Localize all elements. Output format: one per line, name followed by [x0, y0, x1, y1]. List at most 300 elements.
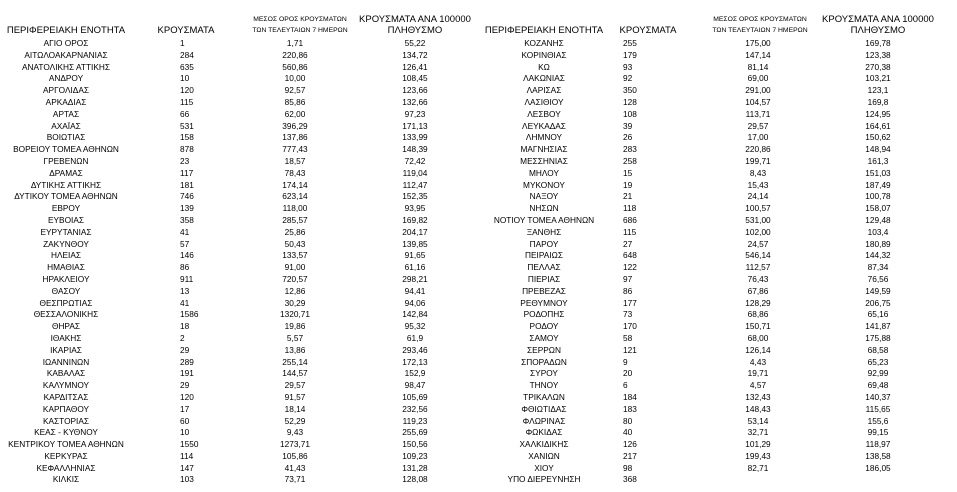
- region-name: ΠΑΡΟΥ: [529, 238, 559, 249]
- region-name: ΤΗΝΟΥ: [529, 380, 559, 391]
- cases-value: 73: [623, 309, 633, 320]
- cases-value: 184: [623, 391, 637, 402]
- region-name: ΥΠΟ ΔΙΕΡΕΥΝΗΣΗ: [507, 474, 581, 485]
- header-region-left: [0, 0, 132, 38]
- region-name: ΚΕΦΑΛΛΗΝΙΑΣ: [36, 462, 96, 473]
- avg-value: 118,00: [282, 203, 308, 214]
- cases-value: 6: [623, 380, 628, 391]
- header-per100k-line1: ΚΡΟΥΣΜΑΤΑ ΑΝΑ 100000: [822, 14, 934, 25]
- per100k-value: 150,62: [865, 132, 891, 143]
- per100k-value: 123,1: [867, 85, 889, 96]
- per100k-value: 139,85: [402, 238, 428, 249]
- cases-value: 15: [623, 167, 633, 178]
- table-row: [0, 121, 957, 133]
- table-row: [0, 380, 957, 392]
- avg-value: 8,43: [749, 167, 767, 178]
- avg-value: 15,43: [747, 179, 769, 190]
- avg-value: 17,00: [747, 132, 769, 143]
- avg-value: 1273,71: [280, 439, 310, 450]
- region-name: ΣΕΡΡΩΝ: [527, 344, 561, 355]
- header-per100k-line2: ΠΛΗΘΥΣΜΟ: [850, 25, 906, 36]
- per100k-value: 186,05: [865, 462, 891, 473]
- table-row: [0, 85, 957, 97]
- per100k-value: 131,28: [402, 462, 428, 473]
- table-body: [0, 38, 957, 486]
- avg-value: 113,71: [745, 108, 771, 119]
- avg-value: 101,29: [745, 439, 771, 450]
- avg-value: 73,71: [284, 474, 306, 485]
- region-name: ΚΕΡΚΥΡΑΣ: [44, 450, 88, 461]
- per100k-value: 103,21: [865, 73, 891, 84]
- table-row: [0, 156, 957, 168]
- region-name: ΧΙΟΥ: [534, 462, 554, 473]
- cases-value: 115: [180, 96, 194, 107]
- per100k-value: 109,23: [402, 450, 428, 461]
- cases-value: 19: [623, 179, 633, 190]
- region-name: ΚΩ: [538, 61, 550, 72]
- per100k-value: 97,23: [404, 108, 426, 119]
- per100k-value: 140,37: [865, 391, 891, 402]
- avg-value: 102,00: [745, 226, 771, 237]
- region-name: ΑΡΤΑΣ: [52, 108, 80, 119]
- header-cases-label: ΚΡΟΥΣΜΑΤΑ: [619, 25, 677, 36]
- region-name: ΑΝΑΤΟΛΙΚΗΣ ΑΤΤΙΚΗΣ: [21, 61, 111, 72]
- cases-value: 191: [180, 368, 194, 379]
- cases-value: 746: [180, 191, 194, 202]
- region-name: ΘΕΣΠΡΩΤΙΑΣ: [39, 297, 93, 308]
- cases-value: 1586: [180, 309, 199, 320]
- cases-value: 21: [623, 191, 633, 202]
- per100k-value: 126,41: [402, 61, 428, 72]
- table-row: [0, 191, 957, 203]
- region-name: ΛΗΜΝΟΥ: [525, 132, 563, 143]
- cases-value: 40: [623, 427, 633, 438]
- cases-value: 27: [623, 238, 633, 249]
- per100k-value: 270,38: [865, 61, 891, 72]
- region-name: ΚΑΡΠΑΘΟΥ: [42, 403, 90, 414]
- avg-value: 92,57: [284, 85, 306, 96]
- per100k-value: 149,59: [865, 285, 891, 296]
- header-avg-line2: ΤΩΝ ΤΕΛΕΥΤΑΙΩΝ 7 ΗΜΕΡΩΝ: [712, 27, 808, 34]
- table-row: [0, 368, 957, 380]
- region-name: ΒΟΡΕΙΟΥ ΤΟΜΕΑ ΑΘΗΝΩΝ: [13, 144, 119, 155]
- cases-value: 531: [180, 120, 194, 131]
- cases-value: 58: [623, 332, 633, 343]
- region-name: ΚΑΣΤΟΡΙΑΣ: [42, 415, 90, 426]
- table-row: [0, 38, 957, 50]
- avg-value: 174,14: [282, 179, 308, 190]
- region-name: ΦΘΙΩΤΙΔΑΣ: [521, 403, 567, 414]
- avg-value: 18,14: [284, 403, 306, 414]
- per100k-value: 108,45: [402, 73, 428, 84]
- header-avg-line1: ΜΕΣΟΣ ΟΡΟΣ ΚΡΟΥΣΜΑΤΩΝ: [713, 16, 807, 23]
- region-name: ΕΥΡΥΤΑΝΙΑΣ: [40, 226, 92, 237]
- per100k-value: 105,69: [402, 391, 428, 402]
- table-row: [0, 463, 957, 475]
- cases-value: 1: [180, 38, 185, 48]
- cases-value: 120: [180, 391, 194, 402]
- avg-value: 150,71: [745, 321, 771, 332]
- region-name: ΠΡΕΒΕΖΑΣ: [522, 285, 566, 296]
- cases-value: 39: [623, 120, 633, 131]
- table-row: [0, 404, 957, 416]
- avg-value: 68,86: [747, 309, 769, 320]
- avg-value: 220,86: [745, 144, 771, 155]
- cases-value: 103: [180, 474, 194, 485]
- table-row: [0, 298, 957, 310]
- region-name: ΛΕΥΚΑΔΑΣ: [522, 120, 566, 131]
- region-name: ΗΛΕΙΑΣ: [50, 250, 82, 261]
- per100k-value: 115,65: [865, 403, 891, 414]
- avg-value: 255,14: [282, 356, 308, 367]
- cases-value: 147: [180, 462, 194, 473]
- cases-value: 368: [623, 474, 637, 485]
- cases-value: 13: [180, 285, 190, 296]
- region-name: ΚΙΛΚΙΣ: [52, 474, 80, 485]
- per100k-value: 172,13: [402, 356, 428, 367]
- cases-value: 911: [180, 273, 194, 284]
- table-row: [0, 73, 957, 85]
- cases-value: 17: [180, 403, 190, 414]
- avg-value: 199,43: [745, 450, 771, 461]
- region-name: ΚΑΛΥΜΝΟΥ: [42, 380, 90, 391]
- cases-value: 97: [623, 273, 633, 284]
- region-name: ΛΑΡΙΣΑΣ: [526, 85, 562, 96]
- avg-value: 175,00: [745, 38, 771, 48]
- avg-value: 396,29: [282, 120, 308, 131]
- region-name: ΦΛΩΡΙΝΑΣ: [522, 415, 566, 426]
- header-region-right: [478, 0, 610, 38]
- region-name: ΑΝΔΡΟΥ: [48, 73, 84, 84]
- per100k-value: 91,65: [404, 250, 426, 261]
- table-row: [0, 274, 957, 286]
- cases-value: 1550: [180, 439, 199, 450]
- region-name: ΗΜΑΘΙΑΣ: [47, 262, 85, 273]
- region-name: ΠΕΙΡΑΙΩΣ: [525, 250, 563, 261]
- avg-value: 9,43: [286, 427, 304, 438]
- avg-value: 137,86: [282, 132, 308, 143]
- header-per100k-line1: ΚΡΟΥΣΜΑΤΑ ΑΝΑ 100000: [359, 14, 471, 25]
- avg-value: 147,14: [745, 49, 771, 60]
- avg-value: 133,57: [282, 250, 308, 261]
- table-row: [0, 239, 957, 251]
- per100k-value: 95,32: [404, 321, 426, 332]
- header-region-label: ΠΕΡΙΦΕΡΕΙΑΚΗ ΕΝΟΤΗΤΑ: [6, 25, 126, 36]
- region-name: ΑΡΚΑΔΙΑΣ: [45, 96, 87, 107]
- avg-value: 720,57: [282, 273, 308, 284]
- avg-value: 91,00: [284, 262, 306, 273]
- region-name: ΜΑΓΝΗΣΙΑΣ: [520, 144, 568, 155]
- per100k-value: 76,56: [867, 273, 889, 284]
- avg-value: 291,00: [745, 85, 771, 96]
- avg-value: 4,43: [749, 356, 767, 367]
- avg-value: 29,57: [747, 120, 769, 131]
- region-name: ΚΕΝΤΡΙΚΟΥ ΤΟΜΕΑ ΑΘΗΝΩΝ: [8, 439, 124, 450]
- header-avg-line1: ΜΕΣΟΣ ΟΡΟΣ ΚΡΟΥΣΜΑΤΩΝ: [253, 16, 347, 23]
- avg-value: 53,14: [747, 415, 769, 426]
- avg-value: 76,43: [747, 273, 769, 284]
- avg-value: 78,43: [284, 167, 306, 178]
- per100k-value: 180,89: [865, 238, 891, 249]
- table-row: [0, 50, 957, 62]
- region-name: ΦΩΚΙΔΑΣ: [525, 427, 563, 438]
- cases-value: 635: [180, 61, 194, 72]
- cases-value: 2: [180, 332, 185, 343]
- table-row: [0, 286, 957, 298]
- avg-value: 25,86: [284, 226, 306, 237]
- per100k-value: 61,16: [404, 262, 426, 273]
- per100k-value: 119,23: [402, 415, 428, 426]
- header-per100k-left: [355, 0, 475, 38]
- cases-value: 128: [623, 96, 637, 107]
- table-row: [0, 203, 957, 215]
- avg-value: 69,00: [747, 73, 769, 84]
- cases-value: 350: [623, 85, 637, 96]
- avg-value: 82,71: [747, 462, 769, 473]
- avg-value: 29,57: [284, 380, 306, 391]
- table-row: [0, 262, 957, 274]
- header-avg-left: [240, 0, 360, 38]
- header-cases-left: [150, 0, 222, 38]
- cases-value: 66: [180, 108, 190, 119]
- header-cases-right: [612, 0, 684, 38]
- table-row: [0, 439, 957, 451]
- avg-value: 285,57: [282, 214, 308, 225]
- avg-value: 24,14: [747, 191, 769, 202]
- per100k-value: 298,21: [402, 273, 428, 284]
- region-name: ΑΙΤΩΛΟΑΚΑΡΝΑΝΙΑΣ: [24, 49, 108, 60]
- region-name: ΠΕΛΛΑΣ: [527, 262, 561, 273]
- table-row: [0, 62, 957, 74]
- cases-value: 358: [180, 214, 194, 225]
- table-row: [0, 345, 957, 357]
- avg-value: 1,71: [286, 38, 304, 48]
- cases-value: 126: [623, 439, 637, 450]
- region-name: ΛΑΣΙΘΙΟΥ: [524, 96, 564, 107]
- per100k-value: 148,39: [402, 144, 428, 155]
- region-name: ΝΑΞΟΥ: [529, 191, 559, 202]
- region-name: ΕΒΡΟΥ: [51, 203, 81, 214]
- cases-value: 283: [623, 144, 637, 155]
- cases-value: 686: [623, 214, 637, 225]
- per100k-value: 204,17: [402, 226, 428, 237]
- per100k-value: 152,9: [404, 368, 426, 379]
- avg-value: 546,14: [745, 250, 771, 261]
- cases-value: 258: [623, 155, 637, 166]
- per100k-value: 134,72: [402, 49, 428, 60]
- region-name: ΧΑΛΚΙΔΙΚΗΣ: [519, 439, 569, 450]
- cases-value: 118: [623, 203, 637, 214]
- per100k-value: 123,66: [402, 85, 428, 96]
- cases-value: 41: [180, 226, 190, 237]
- cases-value: 41: [180, 297, 190, 308]
- cases-value: 93: [623, 61, 633, 72]
- table-row: [0, 427, 957, 439]
- avg-value: 19,71: [747, 368, 769, 379]
- cases-value: 18: [180, 321, 190, 332]
- cases-value: 217: [623, 450, 637, 461]
- avg-value: 531,00: [745, 214, 771, 225]
- avg-value: 91,57: [284, 391, 306, 402]
- region-name: ΜΥΚΟΝΟΥ: [523, 179, 565, 190]
- region-name: ΗΡΑΚΛΕΙΟΥ: [42, 273, 90, 284]
- cases-value: 26: [623, 132, 633, 143]
- per100k-value: 161,3: [867, 155, 889, 166]
- per100k-value: 98,47: [404, 380, 426, 391]
- table-header: [0, 0, 957, 38]
- per100k-value: 144,32: [865, 250, 891, 261]
- region-name: ΚΟΖΑΝΗΣ: [524, 38, 564, 48]
- avg-value: 112,57: [745, 262, 771, 273]
- cases-value: 122: [623, 262, 637, 273]
- table-row: [0, 180, 957, 192]
- cases-value: 114: [180, 450, 194, 461]
- cases-value: 179: [623, 49, 637, 60]
- per100k-value: 293,46: [402, 344, 428, 355]
- cases-value: 57: [180, 238, 190, 249]
- region-name: ΚΕΑΣ - ΚΥΘΝΟΥ: [34, 427, 98, 438]
- table-row: [0, 250, 957, 262]
- region-name: ΓΡΕΒΕΝΩΝ: [43, 155, 89, 166]
- table-row: [0, 451, 957, 463]
- per100k-value: 255,69: [402, 427, 428, 438]
- cases-value: 23: [180, 155, 190, 166]
- avg-value: 85,86: [284, 96, 306, 107]
- table-row: [0, 227, 957, 239]
- header-per100k-line2: ΠΛΗΘΥΣΜΟ: [387, 25, 443, 36]
- cases-value: 177: [623, 297, 637, 308]
- cases-value: 255: [623, 38, 637, 48]
- per100k-value: 93,95: [404, 203, 426, 214]
- per100k-value: 65,23: [867, 356, 889, 367]
- avg-value: 4,57: [749, 380, 767, 391]
- region-name: ΡΕΘΥΜΝΟΥ: [520, 297, 568, 308]
- region-name: ΝΟΤΙΟΥ ΤΟΜΕΑ ΑΘΗΝΩΝ: [493, 214, 595, 225]
- avg-value: 104,57: [745, 96, 771, 107]
- region-name: ΛΑΚΩΝΙΑΣ: [523, 73, 565, 84]
- per100k-value: 119,04: [402, 167, 428, 178]
- cases-value: 120: [180, 85, 194, 96]
- region-name: ΧΑΝΙΩΝ: [528, 450, 560, 461]
- region-name: ΛΕΣΒΟΥ: [527, 108, 561, 119]
- region-name: ΙΩΑΝΝΙΝΩΝ: [42, 356, 90, 367]
- per100k-value: 61,9: [406, 332, 424, 343]
- region-name: ΣΥΡΟΥ: [530, 368, 558, 379]
- cases-value: 284: [180, 49, 194, 60]
- per100k-value: 65,16: [867, 309, 889, 320]
- per100k-value: 206,75: [865, 297, 891, 308]
- avg-value: 132,43: [745, 391, 771, 402]
- per100k-value: 112,47: [402, 179, 428, 190]
- region-name: ΙΚΑΡΙΑΣ: [50, 344, 82, 355]
- per100k-value: 138,58: [865, 450, 891, 461]
- region-name: ΡΟΔΟΥ: [529, 321, 559, 332]
- per100k-value: 124,95: [865, 108, 891, 119]
- cases-value: 183: [623, 403, 637, 414]
- cases-value: 139: [180, 203, 194, 214]
- region-name: ΚΑΒΑΛΑΣ: [46, 368, 86, 379]
- table-row: [0, 392, 957, 404]
- per100k-value: 142,84: [402, 309, 428, 320]
- avg-value: 199,71: [745, 155, 771, 166]
- per100k-value: 69,48: [867, 380, 889, 391]
- per100k-value: 232,56: [402, 403, 428, 414]
- region-name: ΤΡΙΚΑΛΩΝ: [523, 391, 565, 402]
- region-name: ΞΑΝΘΗΣ: [526, 226, 562, 237]
- per100k-value: 175,88: [865, 332, 891, 343]
- per100k-value: 155,6: [867, 415, 889, 426]
- avg-value: 220,86: [282, 49, 308, 60]
- avg-value: 30,29: [284, 297, 306, 308]
- per100k-value: 151,03: [865, 167, 891, 178]
- cases-value: 29: [180, 380, 190, 391]
- region-name: ΘΗΡΑΣ: [51, 321, 81, 332]
- per100k-value: 171,13: [402, 120, 428, 131]
- region-name: ΑΓΙΟ ΟΡΟΣ: [43, 38, 89, 48]
- avg-value: 148,43: [745, 403, 771, 414]
- avg-value: 128,29: [745, 297, 771, 308]
- avg-value: 18,57: [284, 155, 306, 166]
- cases-value: 80: [623, 415, 633, 426]
- header-avg-right: [700, 0, 820, 38]
- region-name: ΡΟΔΟΠΗΣ: [523, 309, 565, 320]
- avg-value: 50,43: [284, 238, 306, 249]
- cases-value: 10: [180, 73, 190, 84]
- per100k-value: 129,48: [865, 214, 891, 225]
- per100k-value: 150,56: [402, 439, 428, 450]
- per100k-value: 92,99: [867, 368, 889, 379]
- cases-value: 86: [180, 262, 190, 273]
- region-name: ΒΟΙΩΤΙΑΣ: [46, 132, 86, 143]
- avg-value: 126,14: [745, 344, 771, 355]
- per100k-value: 128,08: [402, 474, 428, 485]
- per100k-value: 169,8: [867, 96, 889, 107]
- per100k-value: 169,82: [402, 214, 428, 225]
- region-name: ΑΧΑΪΑΣ: [51, 120, 81, 131]
- region-name: ΔΥΤΙΚΗΣ ΑΤΤΙΚΗΣ: [30, 179, 102, 190]
- per100k-value: 87,34: [867, 262, 889, 273]
- table-row: [0, 132, 957, 144]
- region-name: ΔΡΑΜΑΣ: [49, 167, 83, 178]
- per100k-value: 118,97: [865, 439, 891, 450]
- avg-value: 144,57: [282, 368, 308, 379]
- per100k-value: 133,99: [402, 132, 428, 143]
- cases-value: 146: [180, 250, 194, 261]
- region-name: ΘΕΣΣΑΛΟΝΙΚΗΣ: [33, 309, 99, 320]
- per100k-value: 68,58: [867, 344, 889, 355]
- region-name: ΜΕΣΣΗΝΙΑΣ: [520, 155, 568, 166]
- region-name: ΠΙΕΡΙΑΣ: [527, 273, 561, 284]
- per100k-value: 164,61: [865, 120, 891, 131]
- table-row: [0, 168, 957, 180]
- region-name: ΣΠΟΡΑΔΩΝ: [521, 356, 567, 367]
- table-row: [0, 357, 957, 369]
- per100k-value: 132,66: [402, 96, 428, 107]
- cases-value: 86: [623, 285, 633, 296]
- avg-value: 81,14: [747, 61, 769, 72]
- table-row: [0, 474, 957, 486]
- region-name: ΙΘΑΚΗΣ: [50, 332, 82, 343]
- per100k-value: 169,78: [865, 38, 891, 48]
- per100k-value: 141,87: [865, 321, 891, 332]
- per100k-value: 99,15: [867, 427, 889, 438]
- table-row: [0, 321, 957, 333]
- avg-value: 68,00: [747, 332, 769, 343]
- cases-value: 92: [623, 73, 633, 84]
- avg-value: 32,71: [747, 427, 769, 438]
- header-per100k-right: [818, 0, 938, 38]
- cases-value: 121: [623, 344, 637, 355]
